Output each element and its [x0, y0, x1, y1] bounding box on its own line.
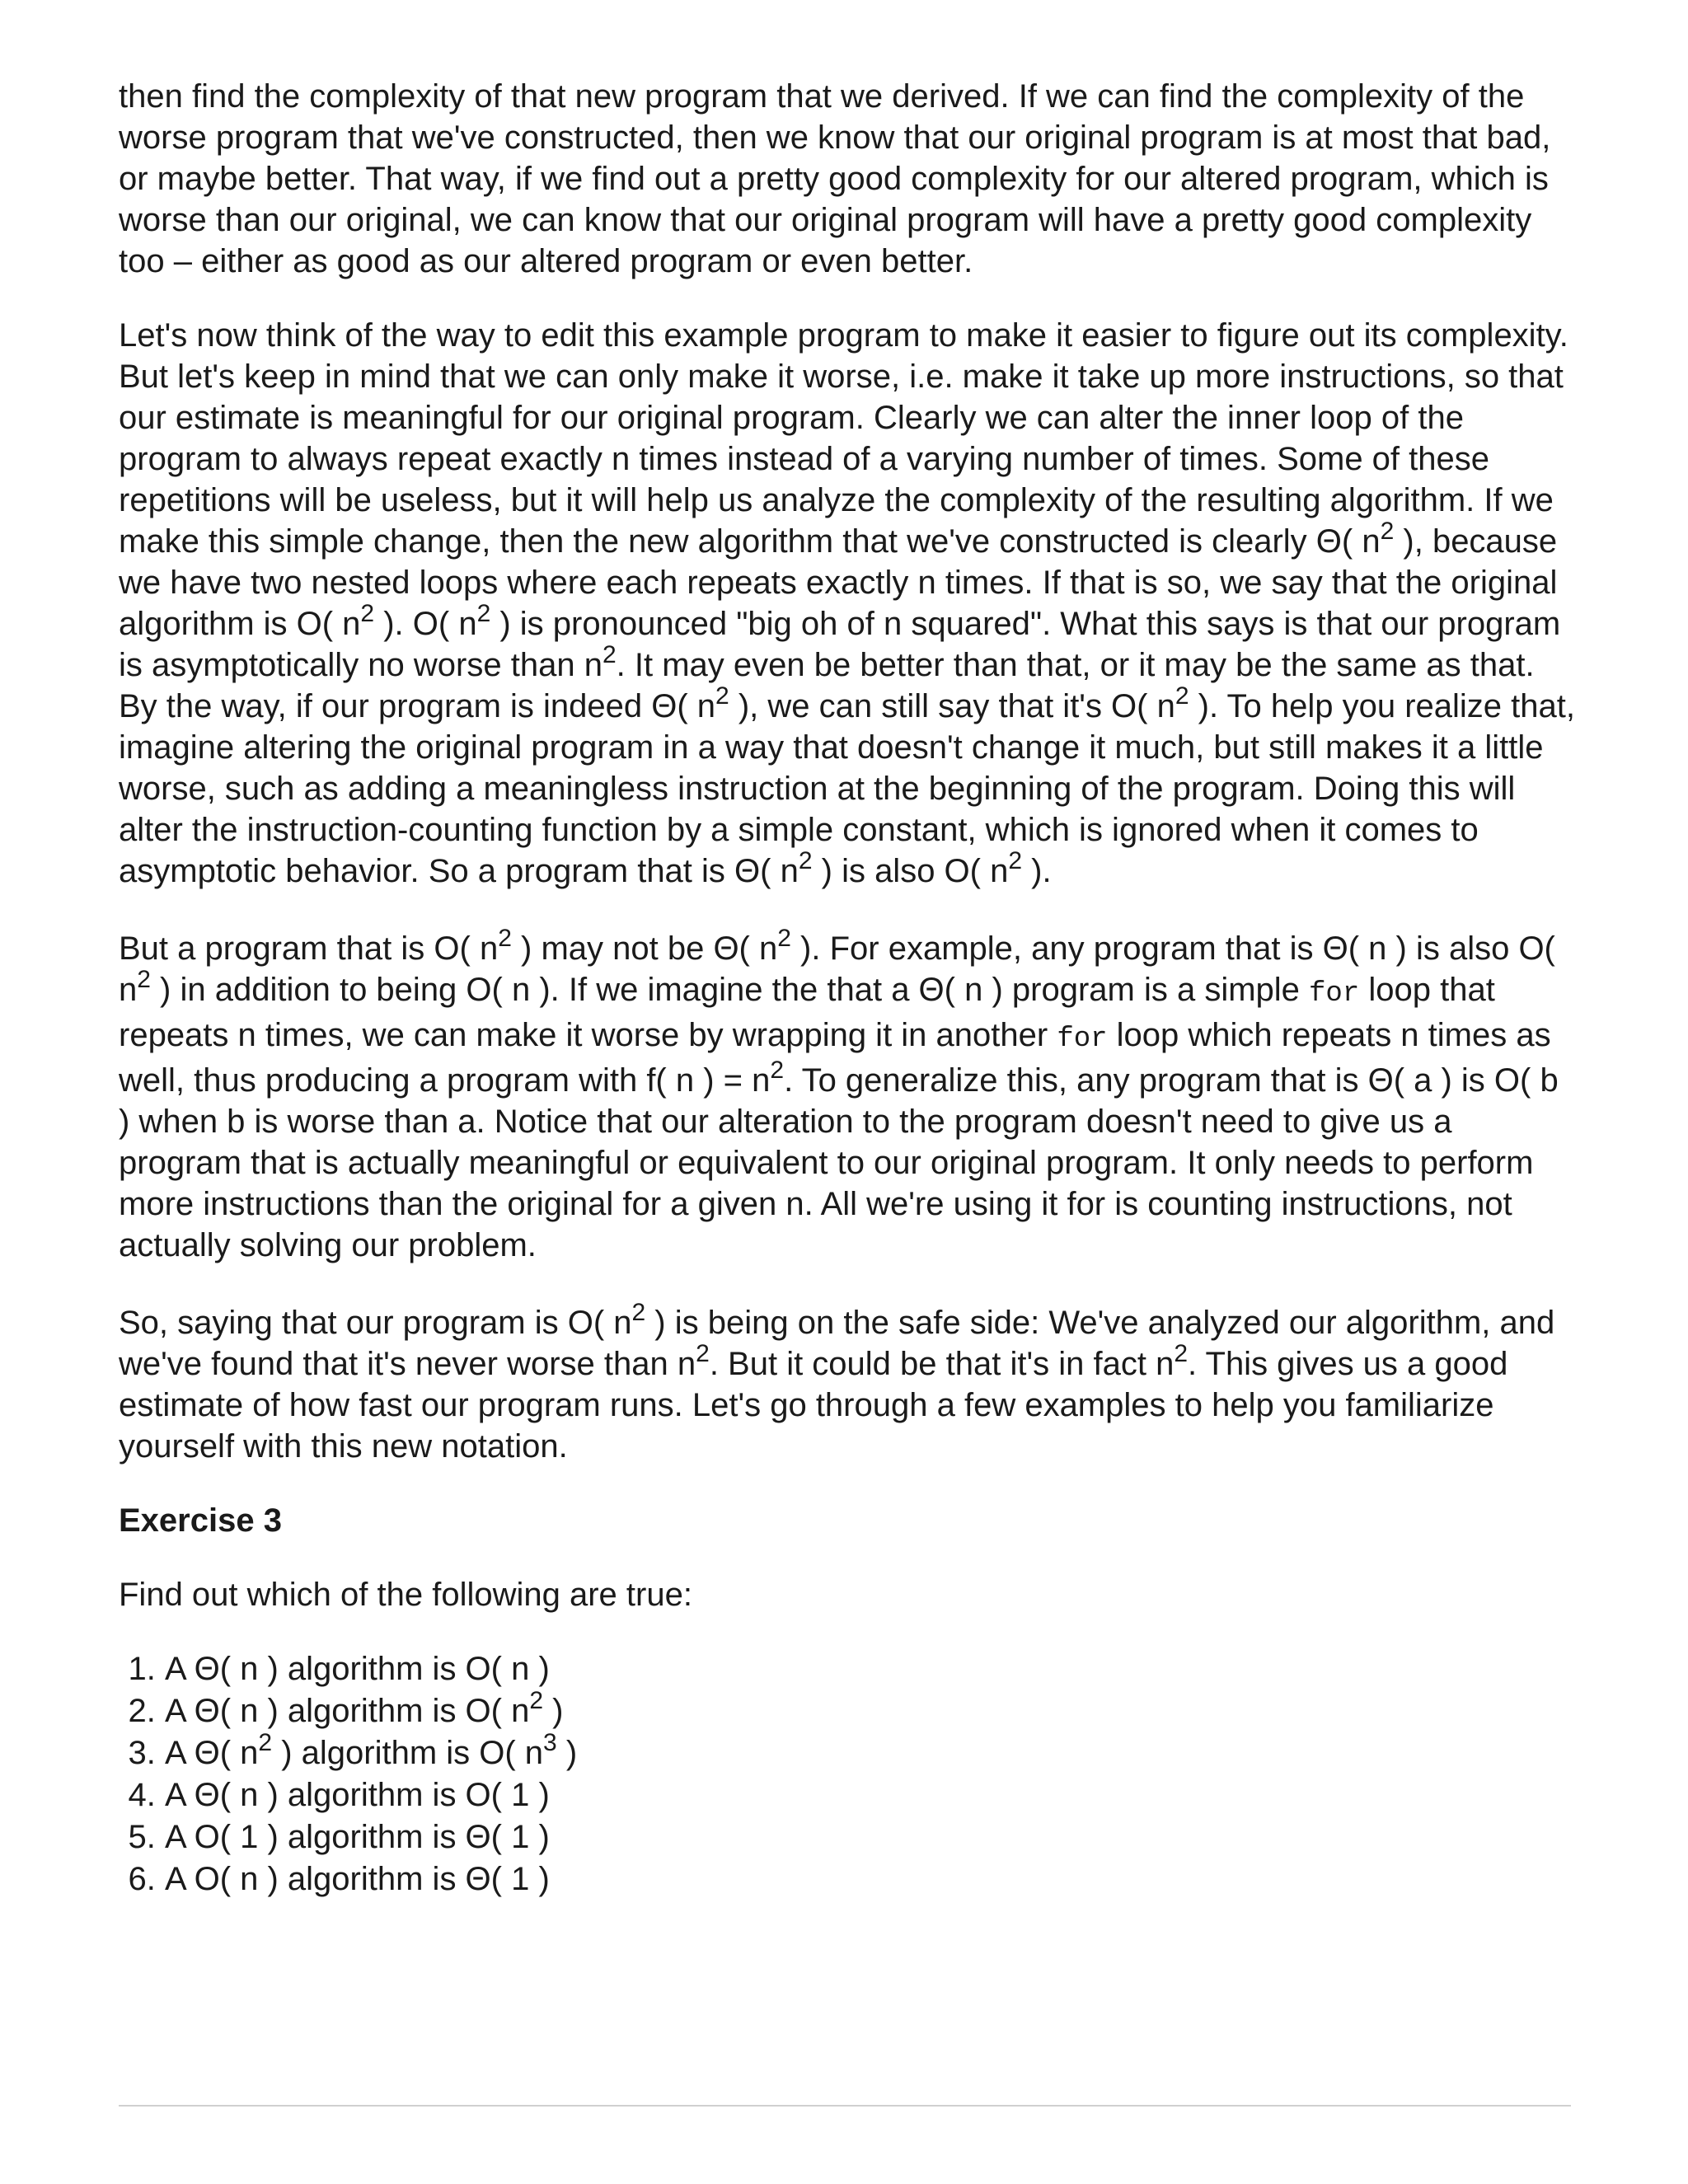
superscript: 2	[529, 1687, 544, 1714]
list-item	[165, 1816, 1578, 1858]
superscript: 2	[1008, 847, 1023, 874]
text: A O( 1 ) algorithm is Θ( 1 )	[165, 1819, 550, 1855]
list-item	[165, 1687, 1578, 1732]
text: )	[543, 1693, 564, 1729]
text: ).	[1022, 853, 1052, 889]
inline-code: for	[1309, 978, 1360, 1010]
text: ), because we have two nested loops where each repeats exactly n times. If that is so, we say that the original algorithm is O( n	[119, 523, 1558, 642]
text: ). O( n	[374, 606, 477, 642]
text: Find out which of the following are true:	[119, 1577, 692, 1613]
text: ). To help you realize that, imagine altering the original program in a way that doesn't change it much, but still makes it a little worse, such as adding a meaningless instruction at the beginning of the program. Doing this will alter the instruction-counting function by a simple constant, which is ignored when it comes to asymptotic behavior. So a program that is Θ( n	[119, 688, 1575, 889]
text: A Θ( n ) algorithm is O( 1 )	[165, 1777, 550, 1813]
horizontal-divider	[119, 2105, 1571, 2107]
text: A Θ( n	[165, 1735, 259, 1771]
superscript: 2	[258, 1729, 273, 1756]
exercise-prompt	[119, 1574, 1578, 1615]
paragraph-safe-side	[119, 1299, 1578, 1467]
superscript: 2	[360, 600, 375, 627]
superscript: 2	[1380, 518, 1395, 545]
superscript: 3	[543, 1729, 557, 1756]
list-item	[165, 1858, 1578, 1900]
list-item	[165, 1774, 1578, 1816]
exercise-list	[119, 1648, 1578, 1900]
text: ) algorithm is O( n	[272, 1735, 544, 1771]
superscript: 2	[498, 925, 512, 952]
text: . This gives us a good estimate of how fast our program runs. Let's go through a few examples to help you familiarize yourself with this new notation.	[119, 1346, 1508, 1465]
text: But a program that is O( n	[119, 930, 499, 967]
text: A O( n ) algorithm is Θ( 1 )	[165, 1861, 550, 1897]
text: then find the complexity of that new program that we derived. If we can find the complexity of the worse program that we've constructed, then we know that our original program is at most that bad, or maybe better. That way, if we find out a pretty good complexity for our altered program, which is worse than our original, we can know that our original program will have a pretty good complexity too – either as good as our altered program or even better.	[119, 78, 1551, 279]
text: A Θ( n ) algorithm is O( n )	[165, 1651, 550, 1687]
list-item	[165, 1648, 1578, 1690]
exercise-heading: Exercise 3	[119, 1502, 282, 1539]
superscript: 2	[798, 847, 813, 874]
text: ) may not be Θ( n	[511, 930, 778, 967]
text: loop which repeats n times as well, thus producing a program with f( n ) = n	[119, 1017, 1551, 1099]
text: ). For example, any program that is Θ( n ) is also O( n	[119, 930, 1555, 1008]
paragraph-big-oh-vs-theta	[119, 925, 1578, 1266]
inline-code: for	[1057, 1024, 1108, 1055]
superscript: 2	[696, 1340, 710, 1367]
paragraph-big-oh-definition	[119, 315, 1578, 892]
superscript: 2	[476, 600, 491, 627]
text: ), we can still say that it's O( n	[729, 688, 1175, 724]
text: . But it could be that it's in fact n	[709, 1346, 1175, 1382]
superscript: 2	[602, 641, 617, 668]
superscript: 2	[1175, 682, 1189, 710]
text: ) is pronounced "big oh of n squared". What this says is that our program is asymptotically no worse than n	[119, 606, 1561, 683]
document-body	[119, 76, 1578, 1900]
text: loop that repeats n times, we can make it worse by wrapping it in another	[119, 972, 1495, 1053]
superscript: 2	[137, 966, 151, 993]
text: A Θ( n ) algorithm is O( n	[165, 1693, 530, 1729]
text: So, saying that our program is O( n	[119, 1305, 632, 1341]
text: . To generalize this, any program that is Θ( a ) is O( b ) when b is worse than a. Notice that our alteration to the program doesn't need to give us a program that is actually meaningful or equivalent to our original program. It only needs to perform more instructions than the original for a given n. All we're using it for is counting instructions, not actually solving our problem.	[119, 1062, 1559, 1263]
paragraph-complexity-intro	[119, 76, 1578, 282]
superscript: 2	[631, 1299, 646, 1326]
superscript: 2	[1174, 1340, 1188, 1367]
list-item	[165, 1729, 1578, 1774]
text: . It may even be better than that, or it may be the same as that. By the way, if our program is indeed Θ( n	[119, 647, 1535, 724]
superscript: 2	[770, 1057, 785, 1084]
superscript: 2	[715, 682, 729, 710]
text: ) is being on the safe side: We've analyzed our algorithm, and we've found that it's never worse than n	[119, 1305, 1555, 1382]
text: ) in addition to being O( n ). If we imagine the that a Θ( n ) program is a simple	[150, 972, 1310, 1008]
text: ) is also O( n	[812, 853, 1009, 889]
text: )	[556, 1735, 578, 1771]
text: Let's now think of the way to edit this example program to make it easier to figure out its complexity. But let's keep in mind that we can only make it worse, i.e. make it take up more instructions, so that our estimate is meaningful for our original program. Clearly we can alter the inner loop of the program to always repeat exactly n times instead of a varying number of times. Some of these repetitions will be useless, but it will help us analyze the complexity of the resulting algorithm. If we make this simple change, then the new algorithm that we've constructed is clearly Θ( n	[119, 317, 1568, 560]
superscript: 2	[777, 925, 791, 952]
